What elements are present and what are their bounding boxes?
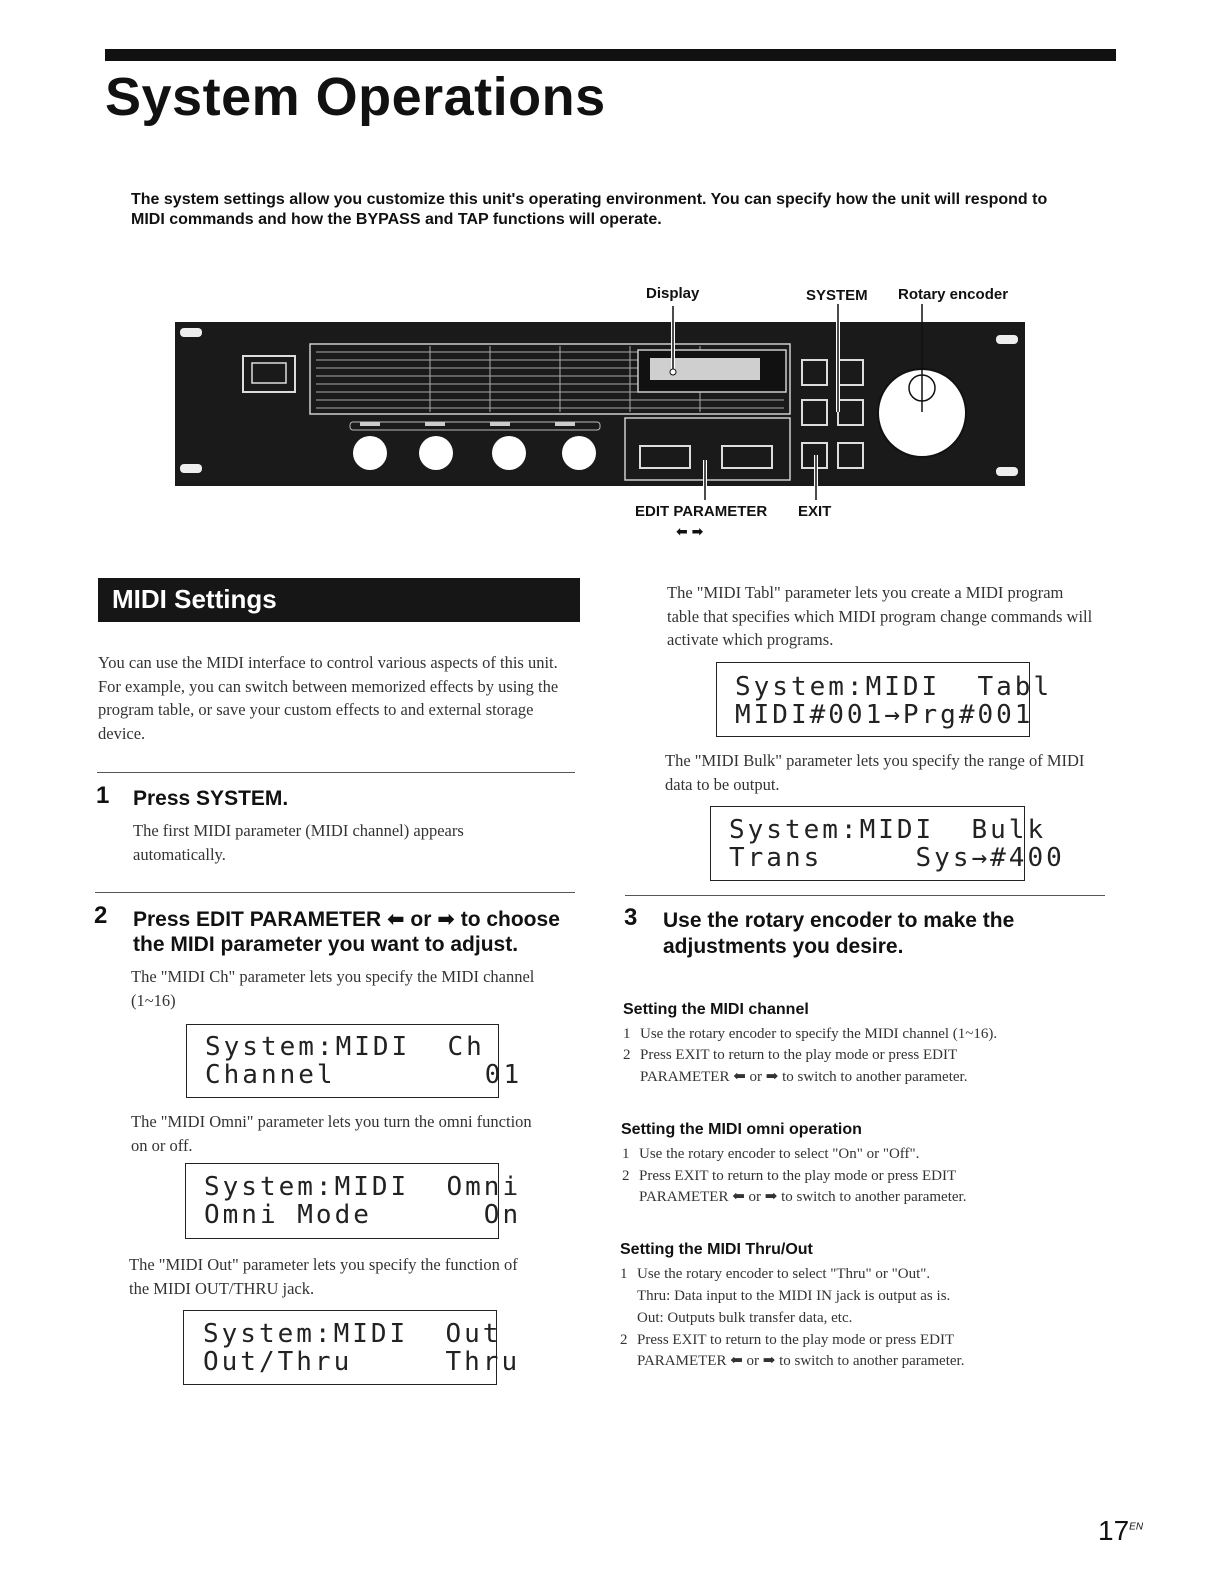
step1-number: 1 [96, 782, 110, 809]
setting-thru-item2-num: 2 [620, 1332, 628, 1348]
page-number-suffix: EN [1129, 1521, 1144, 1533]
page-number [1098, 1515, 1143, 1547]
front-panel-diagram [170, 300, 1032, 500]
setting-omni-item1-num: 1 [622, 1146, 630, 1162]
midi-out-description: The "MIDI Out" parameter lets you specify the function of the MIDI OUT/THRU jack. [129, 1255, 518, 1298]
step1-rule [97, 772, 575, 773]
step3-rule [625, 895, 1105, 896]
midi-tabl-description: The "MIDI Tabl" parameter lets you create a MIDI program table that specifies which MIDI program change commands will activate which programs. [667, 583, 1093, 649]
step1-heading: Press SYSTEM. [133, 787, 289, 810]
page-number-value: 17 [1098, 1515, 1130, 1546]
setting-thru-item1-num: 1 [620, 1266, 628, 1282]
lcd-midi-ch [186, 1024, 523, 1098]
step2-heading-line2: the MIDI parameter you want to adjust. [133, 933, 519, 956]
setting-omni-item2-line2: PARAMETER ⬅ or ➡ to switch to another parameter. [639, 1189, 967, 1205]
top-rule [105, 49, 1116, 61]
lcd-line1: System:MIDI Ch [205, 1032, 485, 1062]
lcd-line1: System:MIDI Bulk [729, 815, 1047, 845]
setting-thru-item1-thru: Thru: Data input to the MIDI IN jack is output as is. [637, 1288, 951, 1304]
lcd-line2: Channel 01 [205, 1060, 523, 1090]
setting-thru-heading: Setting the MIDI Thru/Out [620, 1241, 813, 1258]
section-intro: You can use the MIDI interface to control various aspects of this unit. For example, you can switch between memorized effects by using the program table, or save your custom effects to and external storage device. [98, 653, 559, 743]
label-exit: EXIT [798, 503, 832, 520]
step3-heading-line1: Use the rotary encoder to make the [663, 909, 1015, 932]
midi-omni-description: The "MIDI Omni" parameter lets you turn the omni function on or off. [131, 1112, 532, 1155]
intro-paragraph: The system settings allow you customize this unit's operating environment. You can specify how the unit will respond to MIDI commands and how the BYPASS and TAP functions will operate. [131, 191, 1048, 228]
step3-number: 3 [624, 904, 638, 931]
section-title: MIDI Settings [112, 584, 277, 614]
setting-channel-item1-num: 1 [623, 1026, 631, 1042]
step2-rule [95, 892, 575, 893]
setting-omni-item2-num: 2 [622, 1168, 630, 1184]
lcd-midi-out [183, 1310, 521, 1385]
lcd-midi-omni [185, 1163, 522, 1239]
midi-bulk-description: The "MIDI Bulk" parameter lets you specify the range of MIDI data to be output. [665, 751, 1085, 794]
label-rotary-encoder: Rotary encoder [898, 286, 1009, 303]
setting-thru-item2-line2: PARAMETER ⬅ or ➡ to switch to another parameter. [637, 1353, 965, 1369]
setting-omni-heading: Setting the MIDI omni operation [621, 1121, 862, 1138]
setting-channel-item2-line2: PARAMETER ⬅ or ➡ to switch to another parameter. [640, 1069, 968, 1085]
setting-channel-item1: Use the rotary encoder to specify the MIDI channel (1~16). [640, 1026, 998, 1042]
lcd-line1: System:MIDI Tabl [735, 672, 1053, 702]
step3-heading-line2: adjustments you desire. [663, 935, 904, 958]
label-edit-parameter: EDIT PARAMETER [635, 503, 768, 520]
setting-thru-item1-out: Out: Outputs bulk transfer data, etc. [637, 1310, 853, 1326]
lcd-line2: Omni Mode On [204, 1200, 522, 1230]
page-title: System Operations [105, 67, 606, 127]
lcd-line2: Trans Sys→#400 [729, 843, 1065, 873]
lcd-midi-bulk [710, 806, 1065, 881]
setting-omni-item1: Use the rotary encoder to select "On" or "Off". [639, 1146, 920, 1162]
step1-body: The first MIDI parameter (MIDI channel) appears automatically. [133, 821, 464, 864]
step2-number: 2 [94, 902, 108, 929]
label-edit-arrows: ⬅ ➡ [676, 523, 704, 539]
step2-heading-line1: Press EDIT PARAMETER ⬅ or ➡ to choose [133, 908, 560, 931]
lcd-line1: System:MIDI Out [203, 1319, 502, 1349]
lcd-line2: MIDI#001→Prg#001 [735, 700, 1034, 730]
lcd-midi-tabl [716, 662, 1053, 737]
lcd-line2: Out/Thru Thru [203, 1347, 521, 1377]
lcd-line1: System:MIDI Omni [204, 1172, 522, 1202]
setting-channel-item2-num: 2 [623, 1047, 631, 1063]
setting-thru-item2-line1: Press EXIT to return to the play mode or press EDIT [637, 1332, 955, 1348]
label-system: SYSTEM [806, 287, 868, 304]
section-header [98, 578, 580, 622]
setting-omni-item2-line1: Press EXIT to return to the play mode or press EDIT [639, 1168, 957, 1184]
midi-ch-description: The "MIDI Ch" parameter lets you specify the MIDI channel (1~16) [131, 967, 535, 1010]
setting-channel-heading: Setting the MIDI channel [623, 1001, 809, 1018]
setting-channel-item2-line1: Press EXIT to return to the play mode or press EDIT [640, 1047, 958, 1063]
setting-thru-item1: Use the rotary encoder to select "Thru" or "Out". [637, 1266, 931, 1282]
label-display: Display [646, 285, 700, 302]
